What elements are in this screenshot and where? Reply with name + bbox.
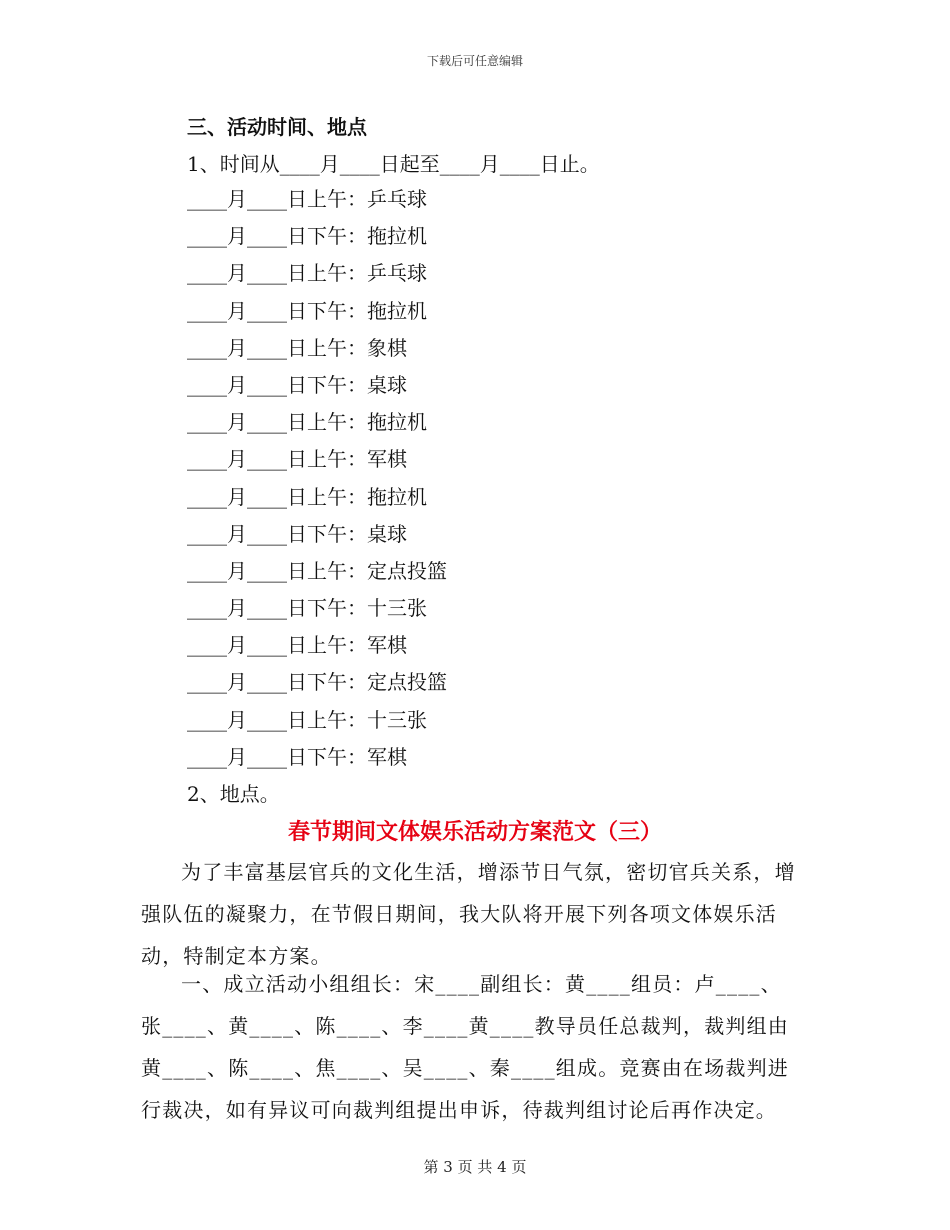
schedule-item: ____月____日上午：十三张: [187, 707, 427, 732]
schedule-item: ____月____日上午：乒乓球: [187, 187, 427, 211]
schedule-item: ____月____日上午：定点投篮: [187, 558, 447, 583]
place-line: 2、地点。: [187, 782, 280, 806]
schedule-item: ____月____日下午：桌球: [187, 372, 407, 397]
schedule-item: ____月____日下午：定点投篮: [187, 670, 447, 695]
schedule-item: ____月____日下午：拖拉机: [187, 298, 427, 323]
schedule-item: ____月____日上午：军棋: [187, 447, 407, 472]
schedule-item: ____月____日下午：十三张: [187, 596, 427, 621]
schedule-item: ____月____日下午：桌球: [187, 521, 407, 546]
schedule-item: ____月____日上午：乒乓球: [187, 261, 427, 286]
intro-paragraph: 为了丰富基层官兵的文化生活，增添节日气氛，密切官兵关系，增强队伍的凝聚力，在节假日期间，我大队将开展下列各项文体娱乐活动，特制定本方案。: [141, 860, 796, 968]
schedule-item: ____月____日上午：军棋: [187, 633, 407, 658]
schedule-list: [187, 184, 447, 779]
schedule-item: ____月____日下午：拖拉机: [187, 224, 427, 249]
organization-paragraph: 一、成立活动小组组长：宋____副组长：黄____组员：卢____、张____、黄____、陈____、李____黄____教导员任总裁判，裁判组由黄____、陈____、焦____、吴____、秦____组成。竞赛由在场裁判进行裁决，如有异议可向裁判组提出申诉，待裁判组讨论后再作决定。: [141, 972, 789, 1122]
page-footer: 第 3 页 共 4 页: [423, 1158, 527, 1176]
schedule-item: ____月____日上午：拖拉机: [187, 484, 427, 509]
time-line: 1、时间从____月____日起至____月____日止。: [187, 152, 600, 176]
schedule-item: ____月____日上午：拖拉机: [187, 410, 427, 435]
document-title: 春节期间文体娱乐活动方案范文（三）: [287, 819, 662, 845]
schedule-item: ____月____日上午：象棋: [187, 335, 407, 360]
section-heading: 三、活动时间、地点: [187, 115, 367, 139]
schedule-item: ____月____日下午：军棋: [187, 744, 407, 769]
page-header: 下载后可任意编辑: [426, 54, 523, 68]
